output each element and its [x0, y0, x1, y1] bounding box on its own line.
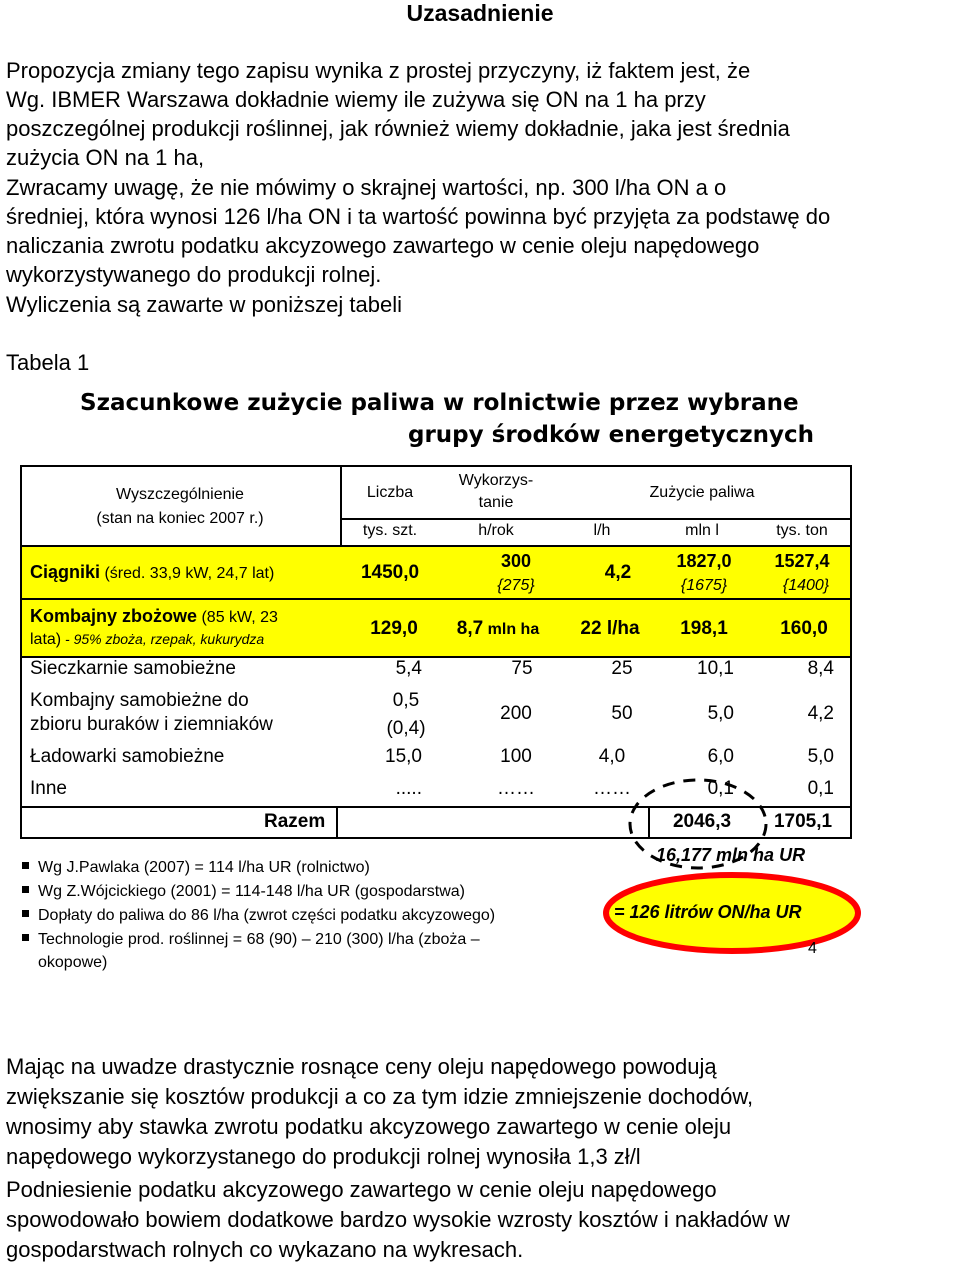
- cell-hours-value: 8,7: [456, 618, 484, 639]
- row-detail: lata): [30, 631, 62, 648]
- table-title-line2: grupy środków energetycznych: [408, 422, 815, 448]
- closing-line: wnosimy aby stawka zwrotu podatku akcyzowego zawartego w cenie oleju: [6, 1114, 732, 1139]
- cell-mln-l: 6,0: [707, 746, 734, 767]
- cell-hours: 100: [500, 746, 532, 767]
- row-name: Sieczkarnie samobieżne: [30, 658, 236, 679]
- cell-count: 15,0: [385, 746, 422, 767]
- bullet-text: Dopłaty do paliwa do 86 l/ha (zwrot części podatku akcyzowego): [38, 907, 496, 924]
- cell-count: .....: [395, 778, 422, 799]
- bullet-text: Wg Z.Wójcickiego (2001) = 114-148 l/ha UR (gospodarstwa): [38, 883, 465, 900]
- cell-tons: 4,2: [807, 703, 834, 724]
- intro-line: Wyliczenia są zawarte w poniższej tabeli: [6, 292, 402, 317]
- cell-hours: 200: [500, 703, 532, 724]
- total-tons: 1705,1: [773, 811, 833, 832]
- cell-lph: 22 l/ha: [580, 618, 640, 639]
- page-number: 4: [808, 940, 817, 957]
- table-label: Tabela 1: [6, 350, 90, 375]
- row-name: Kombajny zbożowe: [30, 606, 198, 626]
- closing-line: Podniesienie podatku akcyzowego zawartego w cenie oleju napędowego: [6, 1177, 717, 1202]
- intro-line: wykorzystywanego do produkcji rolnej.: [6, 262, 382, 287]
- bullet-item: [22, 880, 465, 904]
- intro-line: średniej, która wynosi 126 l/ha ON i ta wartość powinna być przyjęta za podstawę do: [6, 204, 831, 229]
- bullet-item: [22, 904, 495, 928]
- callout-area-text: 16,177 mln ha UR: [656, 845, 806, 865]
- header-divider: [20, 545, 852, 547]
- intro-line: Zwracamy uwagę, że nie mówimy o skrajnej wartości, np. 300 l/ha ON a o: [6, 175, 727, 200]
- row-label-2: [30, 631, 264, 649]
- unit-lph: l/h: [593, 522, 611, 539]
- cell-tons: 0,1: [807, 778, 834, 799]
- cell-count: 5,4: [395, 658, 422, 679]
- cell-hours: ……: [497, 778, 535, 799]
- bullet-square-icon: [22, 934, 29, 941]
- cell-hours-unit: mln ha: [483, 621, 540, 638]
- closing-line: Mając na uwadze drastycznie rosnące ceny oleju napędowego powodują: [6, 1054, 717, 1079]
- cell-tons: 5,0: [807, 746, 834, 767]
- unit-hours: h/rok: [478, 522, 514, 539]
- cell-lph: 4,2: [604, 562, 632, 583]
- intro-line: Wg. IBMER Warszawa dokładnie wiemy ile zużywa się ON na 1 ha przy: [6, 87, 706, 112]
- cell-count: 129,0: [370, 618, 418, 639]
- cell-tons: 8,4: [807, 658, 834, 679]
- total-label: Razem: [264, 811, 326, 832]
- cell-mln-l: 10,1: [697, 658, 734, 679]
- closing-line: napędowego wykorzystanego do produkcji rolnej wynosiła 1,3 zł/l: [6, 1144, 641, 1169]
- row-divider: [20, 598, 852, 600]
- cell-lph: 50: [611, 703, 633, 724]
- header-usage: tanie: [478, 494, 514, 511]
- cell-hours-alt: {275}: [497, 577, 535, 594]
- intro-line: naliczania zwrotu podatku akcyzowego zawartego w cenie oleju napędowego: [6, 233, 760, 258]
- header-usage: Wykorzys-: [458, 472, 534, 489]
- cell-count: 1450,0: [360, 562, 420, 583]
- bullet-square-icon: [22, 862, 29, 869]
- cell-mln-l: 198,1: [680, 618, 728, 639]
- cell-count: 0,5: [392, 690, 420, 711]
- cell-count-alt: (0,4): [386, 718, 426, 739]
- row-label: [30, 606, 278, 627]
- table-title-line1: Szacunkowe zużycie paliwa w rolnictwie przez wybrane: [80, 390, 799, 416]
- row-detail: (85 kW, 23: [197, 609, 278, 626]
- cell-lph: 25: [611, 658, 633, 679]
- closing-line: gospodarstwach rolnych co wykazano na wykresach.: [6, 1237, 524, 1262]
- cell-lph: ……: [593, 778, 631, 799]
- intro-line: Propozycja zmiany tego zapisu wynika z prostej przyczyny, iż faktem jest, że: [6, 58, 751, 83]
- closing-line: spowodowało bowiem dodatkowe bardzo wysokie wzrosty kosztów i nakładów w: [6, 1207, 790, 1232]
- cell-hours: 75: [511, 658, 533, 679]
- cell-mln-l: 5,0: [707, 703, 734, 724]
- total-mln-l: 2046,3: [672, 811, 732, 832]
- row-name: zbioru buraków i ziemniaków: [30, 714, 273, 735]
- cell-mln-l-alt: {1675}: [680, 577, 728, 594]
- cell-hours: 300: [500, 551, 532, 571]
- unit-tons: tys. ton: [776, 522, 828, 539]
- row-name: Inne: [30, 778, 67, 799]
- unit-mln-l: mln l: [685, 522, 719, 539]
- bullet-text: Wg J.Pawlaka (2007) = 114 l/ha UR (rolnictwo): [38, 859, 370, 876]
- cell-tons-alt: {1400}: [782, 577, 830, 594]
- header-description: Wyszczególnienie: [116, 486, 244, 503]
- cell-lph: 4,0: [598, 746, 626, 767]
- bullet-item: [22, 928, 480, 952]
- closing-line: zwiększanie się kosztów produkcji a co za tym idzie zmniejszenie dochodów,: [6, 1084, 754, 1109]
- cell-mln-l: 0,1: [707, 778, 734, 799]
- header-count: Liczba: [366, 484, 414, 501]
- header-fuel-consumption: Zużycie paliwa: [649, 484, 755, 501]
- callout-main-text: = 126 litrów ON/ha UR: [614, 902, 802, 922]
- unit-count: tys. szt.: [362, 522, 418, 539]
- cell-mln-l: 1827,0: [676, 551, 732, 571]
- row-label: [30, 562, 274, 583]
- page-heading: Uzasadnienie: [406, 0, 554, 26]
- cell-tons: 1527,4: [774, 551, 830, 571]
- bullet-square-icon: [22, 886, 29, 893]
- bullet-continuation: okopowe): [38, 954, 108, 971]
- row-name: Ładowarki samobieżne: [30, 746, 225, 767]
- row-divider: [336, 806, 338, 839]
- bullet-item: [22, 856, 370, 880]
- cell-tons: 160,0: [780, 618, 828, 639]
- intro-line: zużycia ON na 1 ha,: [6, 145, 205, 170]
- row-name: Ciągniki: [30, 562, 101, 582]
- row-note: - 95% zboża, rzepak, kukurydza: [61, 631, 265, 647]
- bullet-text: Technologie prod. roślinnej = 68 (90) – 210 (300) l/ha (zboża –: [38, 931, 480, 948]
- cell-hours: [442, 618, 554, 640]
- row-name: Kombajny samobieżne do: [30, 690, 249, 711]
- row-detail: (śred. 33,9 kW, 24,7 lat): [100, 565, 275, 582]
- bullet-square-icon: [22, 910, 29, 917]
- header-divider: [340, 518, 852, 520]
- intro-line: poszczególnej produkcji roślinnej, jak również wiemy dokładnie, jaka jest średnia: [6, 116, 790, 141]
- header-description-note: (stan na koniec 2007 r.): [96, 510, 264, 527]
